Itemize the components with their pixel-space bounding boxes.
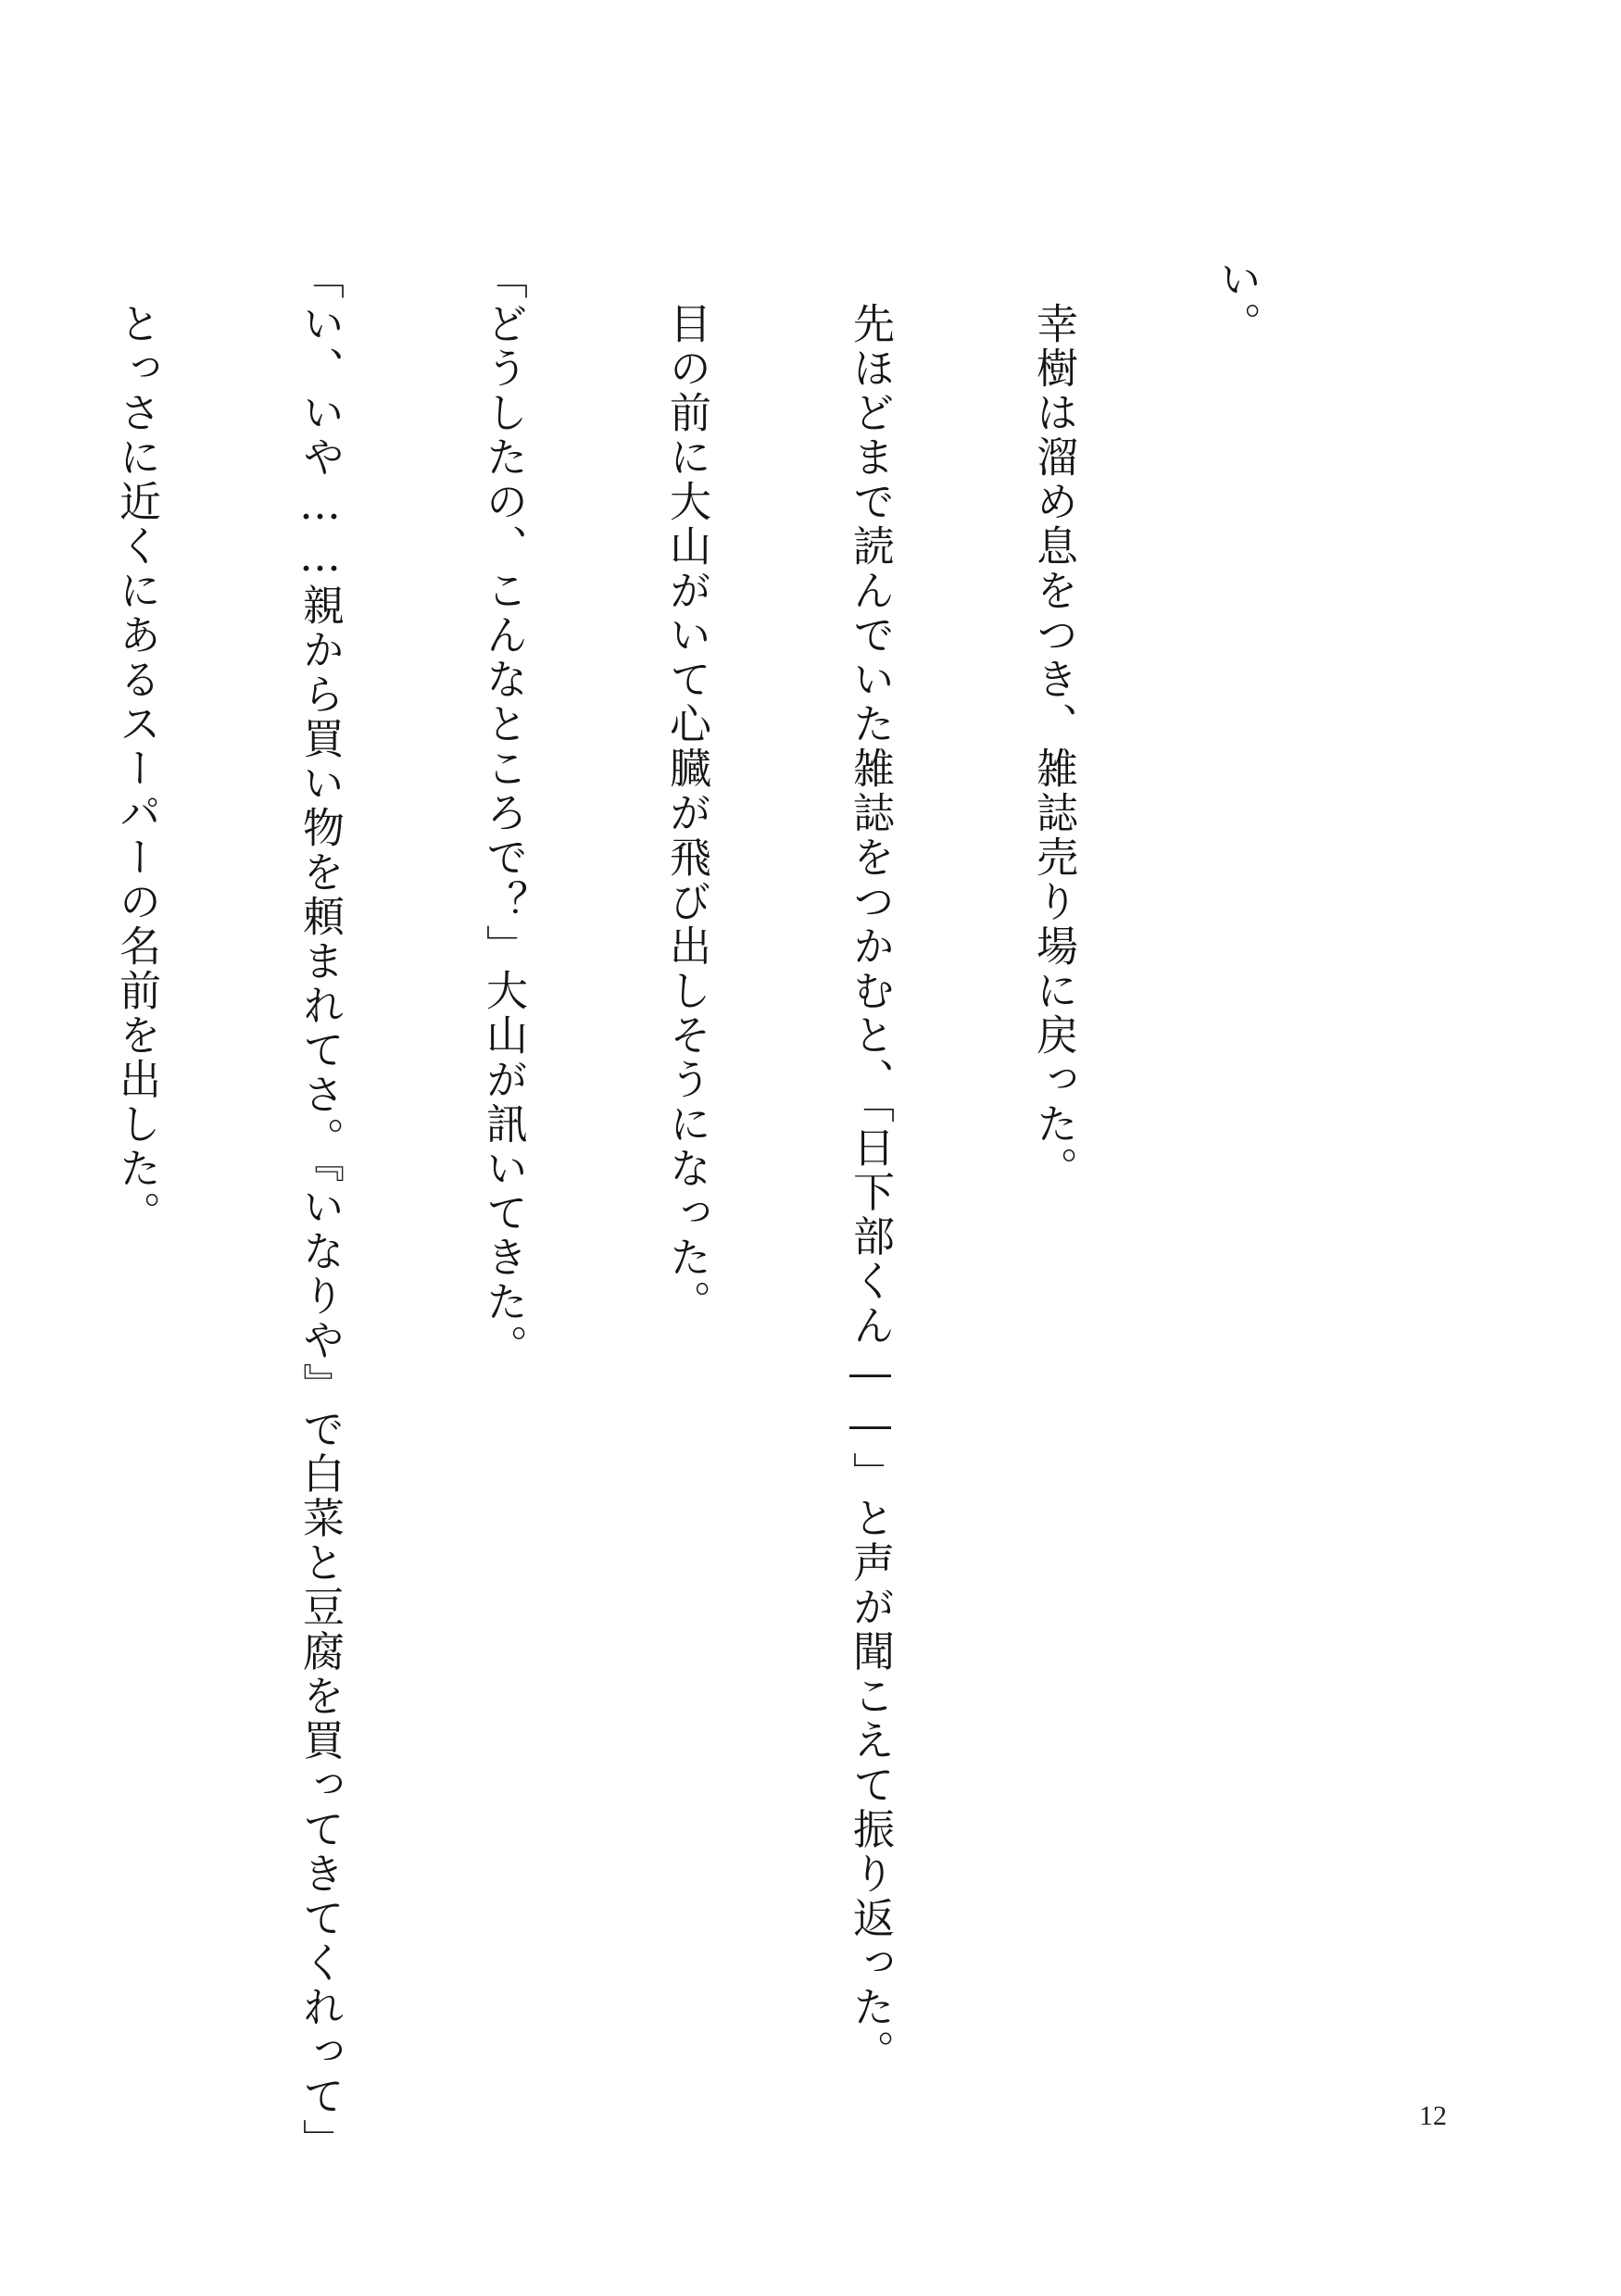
text-line: 「い、いや……親から買い物を頼まれてさ。『いなりや』で白菜と豆腐を買ってきてくれって」 [295, 257, 345, 2164]
text-line: とっさに近くにあるスーパーの名前を出した。 [112, 257, 161, 1236]
page-number: 12 [1419, 2101, 1447, 2131]
text-line: い。 [1213, 257, 1262, 346]
text-line: 幸樹は溜め息をつき、雑誌売り場に戻った。 [1029, 257, 1078, 1191]
text-line: 先ほどまで読んでいた雑誌をつかむと、「日下部くん――」と声が聞こえて振り返った。 [846, 257, 895, 2075]
text-line: 「どうしたの、こんなところで？」大山が訊いてきた。 [479, 257, 528, 1369]
text-line: 目の前に大山がいて心臓が飛び出しそうになった。 [662, 257, 711, 1324]
vertical-text-block [0, 257, 1389, 2164]
